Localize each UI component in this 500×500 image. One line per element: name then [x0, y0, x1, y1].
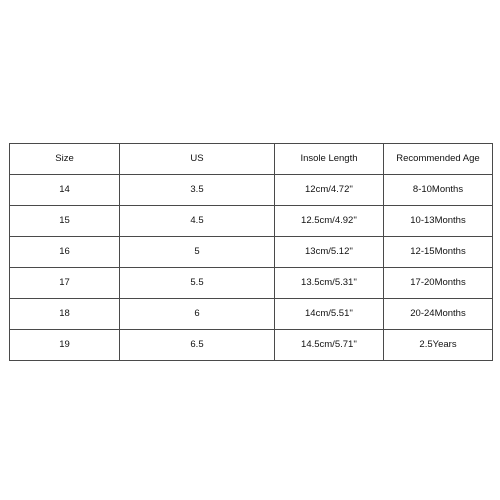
cell-insole-length: 13cm/5.12'' — [275, 237, 384, 268]
cell-recommended-age: 20-24Months — [384, 299, 493, 330]
table-row — [10, 237, 493, 268]
header-us: US — [120, 144, 275, 175]
cell-size: 15 — [10, 206, 120, 237]
table-header — [10, 144, 493, 175]
cell-size: 18 — [10, 299, 120, 330]
cell-us: 6 — [120, 299, 275, 330]
table-row — [10, 175, 493, 206]
cell-us: 6.5 — [120, 330, 275, 361]
cell-us: 4.5 — [120, 206, 275, 237]
cell-size: 17 — [10, 268, 120, 299]
cell-size: 14 — [10, 175, 120, 206]
cell-recommended-age: 2.5Years — [384, 330, 493, 361]
cell-recommended-age: 12-15Months — [384, 237, 493, 268]
table-row — [10, 330, 493, 361]
table-row — [10, 268, 493, 299]
header-row — [10, 144, 493, 175]
header-insole-length: Insole Length — [275, 144, 384, 175]
cell-size: 19 — [10, 330, 120, 361]
cell-size: 16 — [10, 237, 120, 268]
cell-insole-length: 12.5cm/4.92'' — [275, 206, 384, 237]
header-recommended-age: Recommended Age — [384, 144, 493, 175]
table-body — [10, 175, 493, 361]
cell-recommended-age: 8-10Months — [384, 175, 493, 206]
header-size: Size — [10, 144, 120, 175]
table-row — [10, 299, 493, 330]
table-row — [10, 206, 493, 237]
size-chart-table — [9, 143, 493, 361]
cell-insole-length: 13.5cm/5.31'' — [275, 268, 384, 299]
cell-recommended-age: 17-20Months — [384, 268, 493, 299]
cell-insole-length: 14.5cm/5.71'' — [275, 330, 384, 361]
cell-us: 5 — [120, 237, 275, 268]
cell-recommended-age: 10-13Months — [384, 206, 493, 237]
cell-insole-length: 14cm/5.51'' — [275, 299, 384, 330]
cell-us: 5.5 — [120, 268, 275, 299]
cell-insole-length: 12cm/4.72'' — [275, 175, 384, 206]
cell-us: 3.5 — [120, 175, 275, 206]
